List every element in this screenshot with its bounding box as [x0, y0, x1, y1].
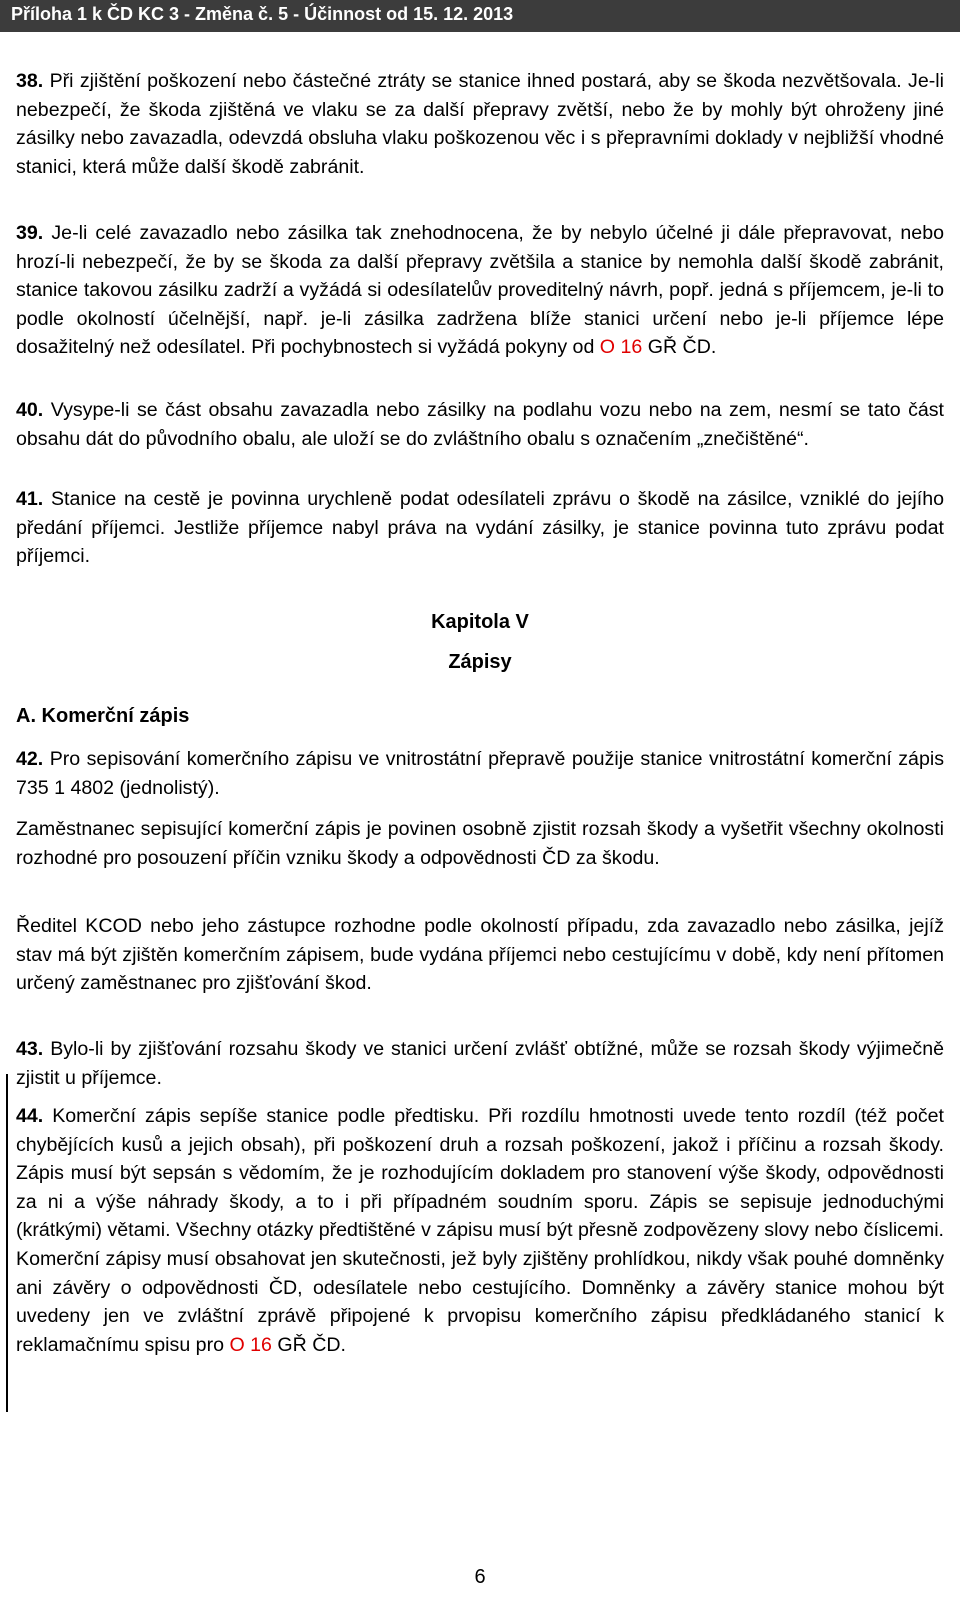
paragraph-text: Bylo-li by zjišťování rozsahu škody ve stanici určení zvlášť obtížné, může se rozsah škody výjimečně zjistit u příjemce.	[16, 1038, 944, 1089]
header-title: Příloha 1 k ČD KC 3 - Změna č. 5 - Účinnost od 15. 12. 2013	[11, 4, 514, 24]
paragraph-number: 40.	[16, 399, 44, 421]
paragraph-41	[16, 485, 944, 571]
paragraph-number: 41.	[16, 488, 44, 510]
reference-link: O 16	[599, 336, 643, 359]
paragraph-number: 38.	[16, 70, 44, 92]
paragraph-number: 42.	[16, 748, 44, 770]
paragraph-42-director	[16, 912, 944, 998]
paragraph-44	[16, 1102, 944, 1359]
change-bar	[6, 1074, 8, 1412]
paragraph-text: Pro sepisování komerčního zápisu ve vnitrostátní přepravě použije stanice vnitrostátní komerční zápis 735 1 4802 (jednolistý).	[16, 748, 944, 799]
header-bar	[0, 0, 960, 32]
paragraph-text: Stanice na cestě je povinna urychleně podat odesílateli zprávu o škodě na zásilce, vzniklé do jejího předání příjemci. Jestliže příjemce nabyl práva na vydání zásilky, je stanice povinna tuto zprávu podat příjemci.	[16, 488, 944, 568]
paragraph-42	[16, 745, 944, 802]
chapter-title: Kapitola V	[431, 611, 529, 633]
paragraph-43	[16, 1035, 944, 1092]
paragraph-text: Při zjištění poškození nebo částečné ztráty se stanice ihned postará, aby se škoda nezvětšovala. Je-li nebezpečí, že škoda zjištěná ve vlaku se za další přepravy zvětší, nebo že by mohly být ohroženy jiné zásilky nebo zavazadla, odevzdá obsluha vlaku poškozenou věc i s přepravními doklady v nejbližší vhodné stanici, která může další škodě zabránit.	[16, 70, 944, 178]
reference-link: O 16	[229, 1333, 272, 1356]
paragraph-number: 44.	[16, 1105, 44, 1127]
paragraph-text: Je-li celé zavazadlo nebo zásilka tak znehodnocena, že by nebylo účelné ji dále přepravovat, nebo hrozí-li nebezpečí, že by se škoda za další přepravy zvětšila a stanice by nemohla další škodě zabránit, stanice takovou zásilku zadrží a vyžádá si odesílatelův proveditelný návrh, popř. jedná s příjemcem, je-li to podle okolností účelnější, např. je-li zásilka zadržena blíže stanici určení nebo je-li příjemce lépe dosažitelný než odesílatel. Při pochybnostech si vyžádá pokyny od	[16, 222, 944, 359]
paragraph-text: Komerční zápis sepíše stanice podle předtisku. Při rozdílu hmotnosti uvede tento rozdíl (též počet chybějících kusů a jejich obsah), při poškození druh a rozsah poškození, jakož i příčinu a rozsah škody. Zápis musí být sepsán s vědomím, že je rozhodujícím dokladem pro stanovení výše škody, odpovědnosti za ni a výše náhrady škody, a to i při případném soudním sporu. Zápis se sepisuje jednoduchými (krátkými) větami. Všechny otázky předtištěné v zápisu musí být přesně zodpovězeny slovy nebo číslicemi. Komerční zápisy musí obsahovat jen skutečnosti, jež byly zjištěny prohlídkou, nikdy však pouhé domněnky ani závěry o odpovědnosti ČD, odesílatele nebo cestujícího. Domněnky a závěry stanice mohou být uvedeny jen ve zvláštní zprávě připojené k prvopisu komerčního zápisu předkládaného stanicí k reklamačnímu spisu pro	[16, 1105, 944, 1356]
section-heading: A. Komerční zápis	[16, 705, 190, 727]
paragraph-text: Zaměstnanec sepisující komerční zápis je povinen osobně zjistit rozsah škody a vyšetřit všechny okolnosti rozhodné pro posouzení příčin vzniku škody a odpovědnosti ČD za škodu.	[16, 818, 944, 869]
paragraph-number: 43.	[16, 1038, 44, 1060]
page-number: 6	[474, 1566, 486, 1588]
paragraph-40	[16, 396, 944, 453]
paragraph-number: 39.	[16, 222, 44, 244]
paragraph-38	[16, 67, 944, 181]
paragraph-42-continued	[16, 815, 944, 872]
paragraph-text: Ředitel KCOD nebo jeho zástupce rozhodne podle okolností případu, zda zavazadlo nebo zásilka, jejíž stav má být zjištěn komerčním zápisem, bude vydána příjemci nebo cestujícímu v době, kdy není přítomen určený zaměstnanec pro zjišťování škod.	[16, 915, 944, 995]
paragraph-39	[16, 219, 944, 362]
paragraph-text-end: GŘ ČD.	[642, 336, 717, 359]
chapter-subtitle: Zápisy	[448, 651, 512, 673]
paragraph-text: Vysype-li se část obsahu zavazadla nebo zásilky na podlahu vozu nebo na zem, nesmí se tato část obsahu dát do původního obalu, ale uloží se do zvláštního obalu s označením „znečištěné“.	[16, 399, 944, 450]
paragraph-text-end: GŘ ČD.	[271, 1333, 346, 1356]
